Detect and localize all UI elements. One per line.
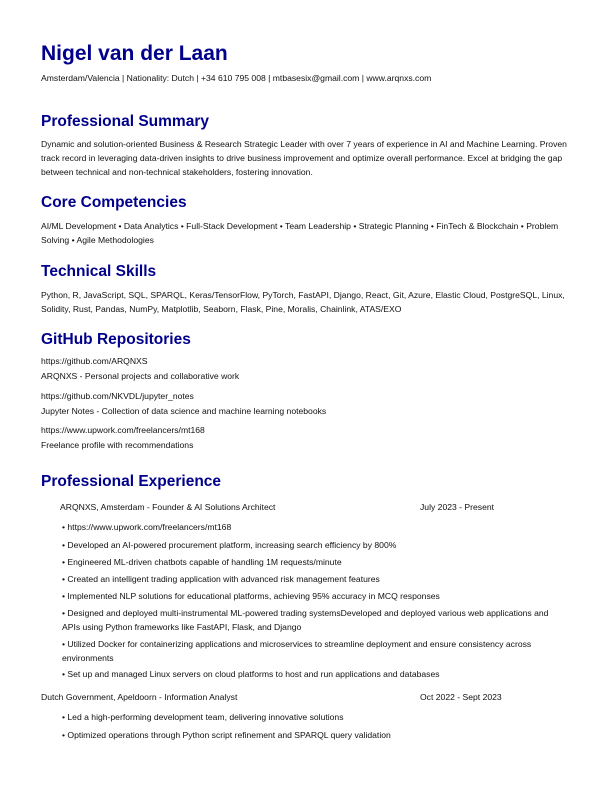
job-title: ARQNXS, Amsterdam - Founder & AI Solutions Architect	[60, 502, 276, 512]
candidate-name: Nigel van der Laan	[41, 42, 228, 65]
job-dates: Oct 2022 - Sept 2023	[420, 692, 502, 702]
repo-description: Freelance profile with recommendations	[41, 439, 194, 450]
job-bullet: • Developed an AI-powered procurement platform, increasing search efficiency by 800%	[62, 540, 397, 550]
skills-text: Python, R, JavaScript, SQL, SPARQL, Keras/TensorFlow, PyTorch, FastAPI, Django, React, Git, Azure, Elastic Cloud, PostgreSQL, Linux, Solidity, Rust, Pandas, NumPy, Matplotlib, Seaborn, Flask, Pine, Moralis, Chainlink, ATAS/EXO	[41, 290, 565, 314]
job-bullet: • https://www.upwork.com/freelancers/mt168	[62, 522, 232, 532]
repo-link[interactable]: https://github.com/NKVDL/jupyter_notes	[41, 391, 194, 401]
github-heading: GitHub Repositories	[41, 331, 191, 348]
repo-link[interactable]: https://github.com/ARQNXS	[41, 356, 148, 366]
repo-description: ARQNXS - Personal projects and collaborative work	[41, 370, 240, 381]
skills-heading: Technical Skills	[41, 263, 157, 280]
job-bullet: • Led a high-performing development team, delivering innovative solutions	[62, 712, 344, 722]
job-dates: July 2023 - Present	[420, 502, 495, 512]
job-bullet: • Designed and deployed multi-instrumental ML-powered trading systemsDeveloped and deployed various web applications and APIs using Python frameworks like FastAPI, Flask, and Django	[62, 608, 549, 632]
job-bullet: • Optimized operations through Python script refinement and SPARQL query validation	[62, 730, 391, 740]
job-bullet: • Utilized Docker for containerizing applications and microservices to streamline deployment and ensure consistency across environments	[62, 639, 532, 663]
job-bullet: • Implemented NLP solutions for educational platforms, achieving 95% accuracy in MCQ responses	[62, 591, 440, 601]
repo-item	[41, 354, 239, 383]
repo-item	[41, 423, 205, 452]
contact-line: Amsterdam/Valencia | Nationality: Dutch | +34 610 795 008 | mtbasesix@gmail.com | www.arqnxs.com	[41, 73, 432, 83]
job-header	[41, 692, 501, 702]
repo-item	[41, 389, 326, 418]
summary-heading: Professional Summary	[41, 113, 209, 130]
job-bullet: • Set up and managed Linux servers on cloud platforms to host and run applications and databases	[62, 669, 440, 679]
summary-text: Dynamic and solution-oriented Business & Research Strategic Leader with over 7 years of experience in AI and Machine Learning. Proven track record in leveraging data-driven insights to drive business improvement and optimize overall performance. Excel at bridging the gap between technical and non-technical stakeholders, fostering innovation.	[41, 139, 567, 177]
experience-heading: Professional Experience	[41, 473, 222, 490]
job-bullet: • Created an intelligent trading application with advanced risk management features	[62, 574, 380, 584]
job-header	[60, 502, 520, 512]
repo-description: Jupyter Notes - Collection of data science and machine learning notebooks	[41, 405, 327, 416]
competencies-text: AI/ML Development • Data Analytics • Full-Stack Development • Team Leadership • Strategic Planning • FinTech & Blockchain • Problem Solving • Agile Methodologies	[41, 221, 559, 245]
repo-link[interactable]: https://www.upwork.com/freelancers/mt168	[41, 425, 205, 435]
competencies-heading: Core Competencies	[41, 194, 187, 211]
job-bullet: • Engineered ML-driven chatbots capable of handling 1M requests/minute	[62, 557, 342, 567]
job-title: Dutch Government, Apeldoorn - Information Analyst	[41, 692, 238, 702]
